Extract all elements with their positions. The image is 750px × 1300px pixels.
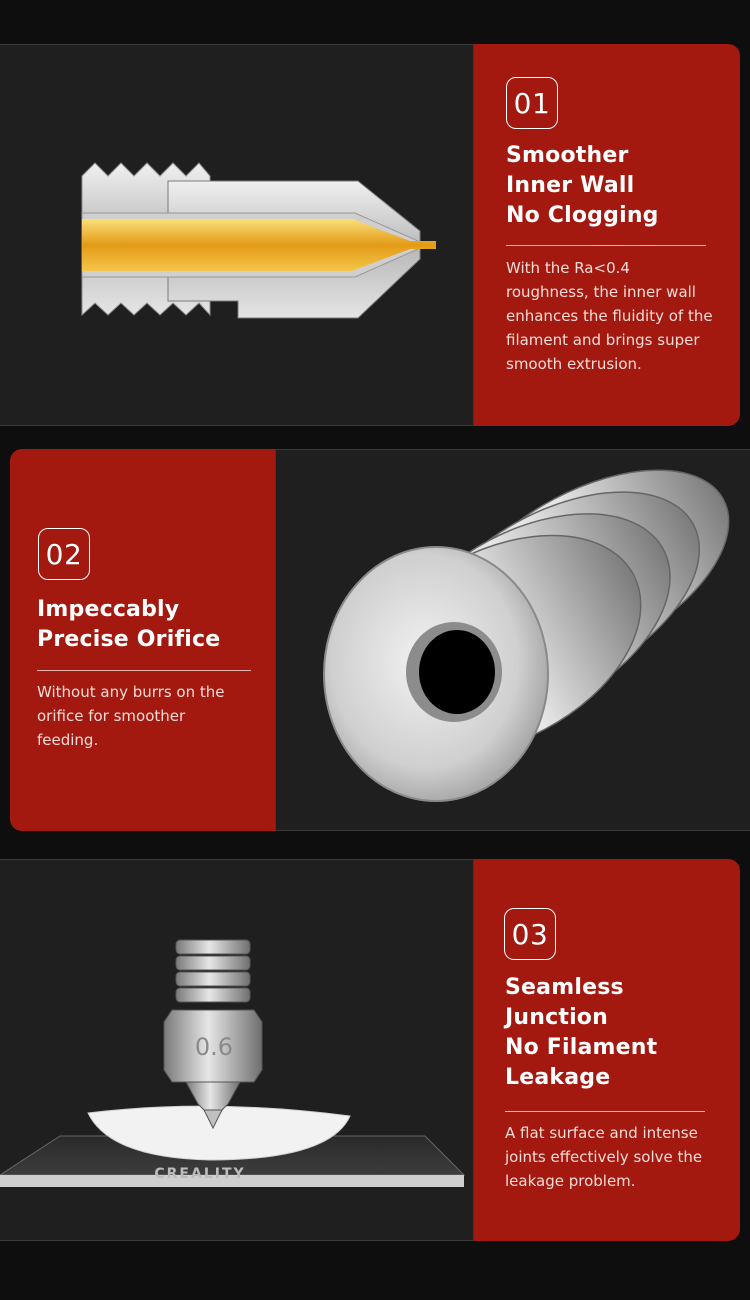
section-description: With the Ra<0.4 roughness, the inner wall enhances the fluidity of the filament and brings super smooth extrusion.	[506, 259, 713, 373]
divider	[505, 1111, 705, 1112]
text-panel-1	[474, 44, 740, 426]
section-title: Seamless Junction No Filament Leakage	[505, 975, 658, 1090]
section-title: Smoother Inner Wall No Clogging	[506, 143, 659, 228]
nozzle-orifice-illustration	[276, 450, 750, 832]
image-panel-1	[0, 44, 474, 426]
divider	[506, 245, 706, 246]
section-number-badge: 03	[504, 908, 556, 960]
image-panel-2	[275, 449, 750, 831]
bed-brand-text: CREALITY	[154, 1166, 246, 1182]
nozzle-cross-section-illustration	[0, 45, 474, 427]
nozzle-size-marking: 0.6	[194, 1033, 234, 1061]
section-description: Without any burrs on the orifice for smoother feeding.	[37, 683, 225, 749]
text-panel-2	[10, 449, 275, 831]
section-title: Impeccably Precise Orifice	[37, 597, 221, 652]
image-panel-3	[0, 859, 474, 1241]
divider	[37, 670, 251, 671]
text-panel-3	[474, 859, 740, 1241]
section-number-badge: 02	[38, 528, 90, 580]
section-number-badge: 01	[506, 77, 558, 129]
section-description: A flat surface and intense joints effectively solve the leakage problem.	[505, 1124, 703, 1190]
nozzle-printing-illustration	[0, 860, 474, 1242]
